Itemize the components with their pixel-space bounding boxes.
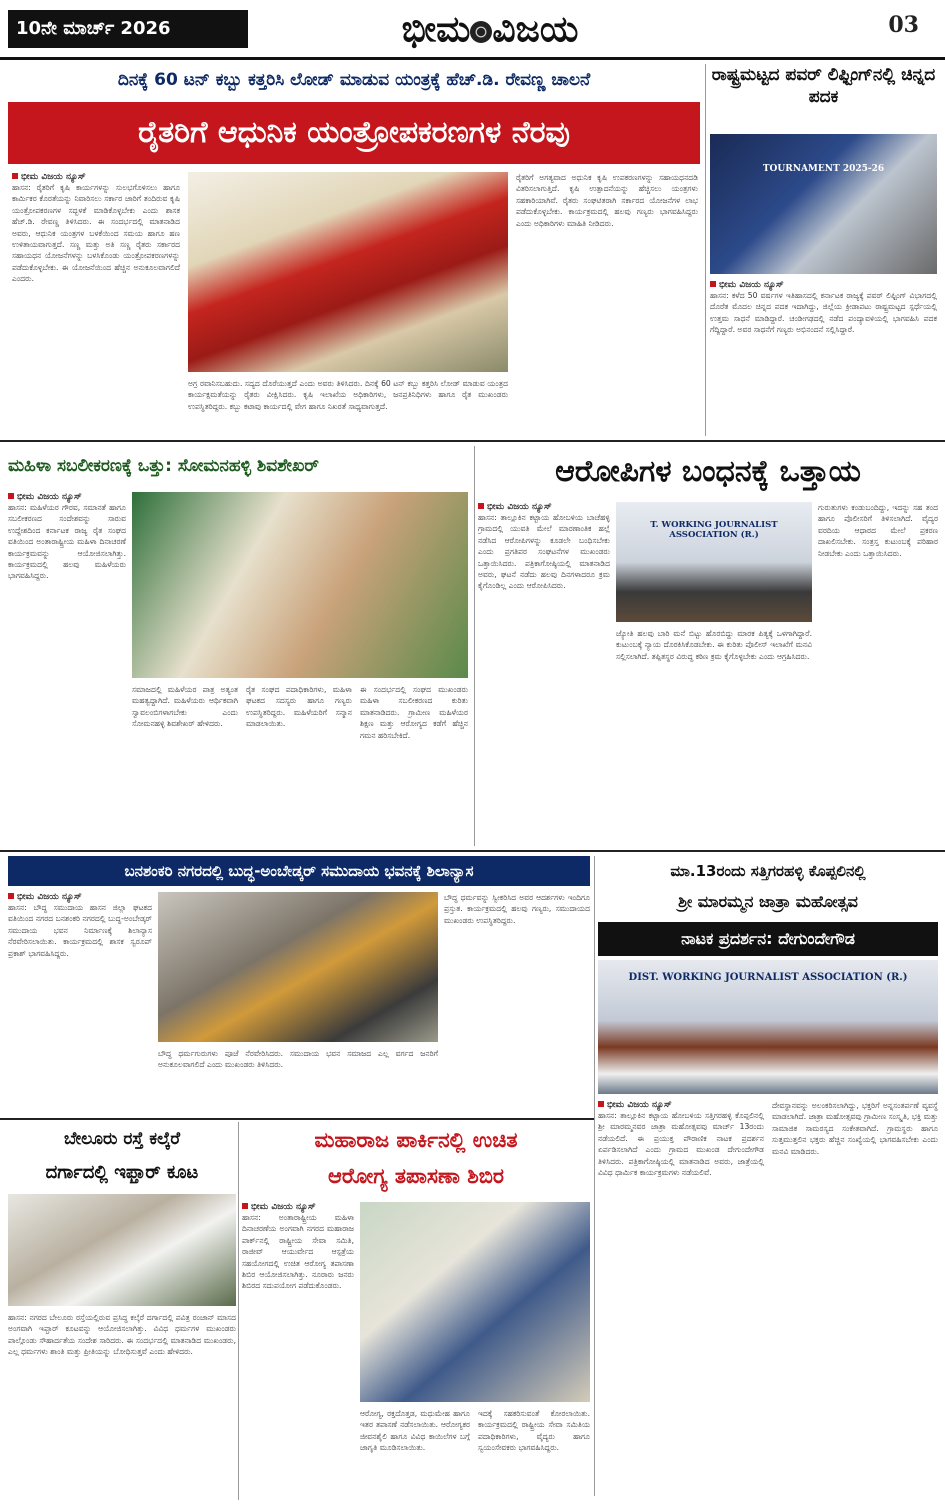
story3-column-4 xyxy=(360,684,468,846)
story6-photo-press-meet xyxy=(598,960,938,1094)
story1-photo-machine xyxy=(188,172,508,372)
story4-text-1: ಹಾಸನ: ತಾಲ್ಲೂಕಿನ ಕಟ್ಟಾಯ ಹೋಬಳಿಯ ಬಾಚೆಹಳ್ಳಿ ಗ್ರಾಮದಲ್ಲಿ ಯುವತಿ ಮೇಲೆ ಮಾರಣಾಂತಿಕ ಹಲ್ಲೆ ನಡೆಸಿದ ಆರೋಪಿಗಳನ್ನು ಕೂಡಲೇ ಬಂಧಿಸಬೇಕು ಎಂದು ಪ್ರಗತಿಪರ ಸಂಘಟನೆಗಳ ಮುಖಂಡರು ಒತ್ತಾಯಿಸಿದರು. ಪತ್ರಿಕಾಗೋಷ್ಠಿಯಲ್ಲಿ ಮಾತನಾಡಿದ ಅವರು, ಘಟನೆ ನಡೆದು ಹಲವು ದಿನಗಳಾದರೂ ಕ್ರಮ ಕೈಗೊಂಡಿಲ್ಲ ಎಂದು ಆರೋಪಿಸಿದರು. xyxy=(478,513,610,591)
story6-banner-text: DIST. WORKING JOURNALIST ASSOCIATION (R.) xyxy=(628,972,908,983)
story7-headline-line2: ದರ್ಗಾದಲ್ಲಿ ಇಫ್ತಾರ್ ಕೂಟ xyxy=(45,1162,199,1183)
story5-text-1: ಹಾಸನ: ಬೌದ್ಧ ಸಮುದಾಯ ಹಾಸನ ಜಿಲ್ಲಾ ಘಟಕದ ವತಿಯಿಂದ ನಗರದ ಬನಶಂಕರಿ ನಗರದಲ್ಲಿ ಬುದ್ಧ-ಅಂಬೇಡ್ಕರ್ ಸಮುದಾಯ ಭವನ ನಿರ್ಮಾಣಕ್ಕೆ ಶಿಲಾನ್ಯಾಸ ನೆರವೇರಿಸಲಾಯಿತು. ಕಾರ್ಯಕ್ರಮದಲ್ಲಿ ಶಾಸಕ ಸ್ವರೂಪ್ ಪ್ರಕಾಶ್ ಭಾಗವಹಿಸಿದ್ದರು. xyxy=(8,903,152,958)
chakra-icon xyxy=(470,21,492,43)
story6-text-1: ಹಾಸನ: ತಾಲ್ಲೂಕಿನ ಕಟ್ಟಾಯ ಹೋಬಳಿಯ ಸತ್ತಿಗರಹಳ್ಳಿ ಕೊಪ್ಪಲಿನಲ್ಲಿ ಶ್ರೀ ಮಾರಮ್ಮನವರ ಜಾತ್ರಾ ಮಹೋತ್ಸವವು ಮಾರ್ಚ್ 13ರಂದು ನಡೆಯಲಿದೆ. ಈ ಪ್ರಯುಕ್ತ ಪೌರಾಣಿಕ ನಾಟಕ ಪ್ರದರ್ಶನ ಏರ್ಪಡಿಸಲಾಗಿದೆ ಎಂದು ಗ್ರಾಮದ ಮುಖಂಡ ದೇಗುಂದೇಗೌಡ ತಿಳಿಸಿದರು. ಪತ್ರಿಕಾಗೋಷ್ಠಿಯಲ್ಲಿ ಮಾತನಾಡಿದ ಅವರು, ಜಾತ್ರೆಯಲ್ಲಿ ವಿವಿಧ ಧಾರ್ಮಿಕ ಕಾರ್ಯಕ್ರಮಗಳು ನಡೆಯಲಿವೆ. xyxy=(598,1111,764,1178)
story6-headline-line2: ಶ್ರೀ ಮಾರಮ್ಮನ ಜಾತ್ರಾ ಮಹೋತ್ಸವ xyxy=(678,892,858,911)
story-buddha-ambedkar-hall xyxy=(8,856,590,1114)
story1-headline: ರೈತರಿಗೆ ಆಧುನಿಕ ಯಂತ್ರೋಪಕರಣಗಳ ನೆರವು xyxy=(8,102,700,164)
story3-column-1 xyxy=(8,492,126,846)
story-women-empowerment xyxy=(8,446,470,846)
story1-column-1 xyxy=(12,172,180,434)
byline-marker-icon xyxy=(598,1101,604,1107)
issue-date: 10ನೇ ಮಾರ್ಚ್ 2026 xyxy=(8,10,248,48)
logo-text-left: ಭೀಮ xyxy=(401,8,471,50)
story5-byline: ಭೀಮ ವಿಜಯ ನ್ಯೂಸ್ xyxy=(8,892,152,902)
story7-text: ಹಾಸನ: ನಗರದ ಬೇಲೂರು ರಸ್ತೆಯಲ್ಲಿರುವ ಪ್ರಸಿದ್ಧ ಕಲ್ಕೆರೆ ದರ್ಗಾದಲ್ಲಿ ಪವಿತ್ರ ರಂಜಾನ್ ಮಾಸದ ಅಂಗವಾಗಿ ಇಫ್ತಾರ್ ಕೂಟವನ್ನು ಆಯೋಜಿಸಲಾಗಿತ್ತು. ವಿವಿಧ ಧರ್ಮಗಳ ಮುಖಂಡರು ಪಾಲ್ಗೊಂಡು ಸೌಹಾರ್ದತೆಯ ಸಂದೇಶ ಸಾರಿದರು. ಈ ಸಂದರ್ಭದಲ್ಲಿ ಮಾತನಾಡಿದ ಮುಖಂಡರು, ಎಲ್ಲ ಧರ್ಮಗಳು ಶಾಂತಿ ಮತ್ತು ಪ್ರೀತಿಯನ್ನು ಬೋಧಿಸುತ್ತವೆ ಎಂದು ಹೇಳಿದರು. xyxy=(8,1313,236,1357)
newspaper-logo xyxy=(370,6,610,52)
story8-text-1: ಹಾಸನ: ಅಂತಾರಾಷ್ಟ್ರೀಯ ಮಹಿಳಾ ದಿನಾಚರಣೆಯ ಅಂಗವಾಗಿ ನಗರದ ಮಹಾರಾಜ ಪಾರ್ಕ್‌ನಲ್ಲಿ ರಾಷ್ಟ್ರೀಯ ಸೇವಾ ಸಮಿತಿ, ರಾಜೀವ್ ಆಯುರ್ವೇದ ಆಸ್ಪತ್ರೆಯ ಸಹಯೋಗದಲ್ಲಿ ಉಚಿತ ಆರೋಗ್ಯ ತಪಾಸಣಾ ಶಿಬಿರ ಆಯೋಜಿಸಲಾಗಿತ್ತು. ನೂರಾರು ಜನರು ಶಿಬಿರದ ಸದುಪಯೋಗ ಪಡೆದುಕೊಂಡರು. xyxy=(242,1213,354,1291)
story4-banner-text: T. WORKING JOURNALIST ASSOCIATION (R.) xyxy=(650,520,778,540)
story2-photo-athlete xyxy=(710,134,937,274)
divider-horizontal xyxy=(0,440,945,442)
story5-text-2: ಬೌದ್ಧ ಧರ್ಮಗುರುಗಳು ಪೂಜೆ ನೆರವೇರಿಸಿದರು. ಸಮುದಾಯ ಭವನ ಸಮಾಜದ ಎಲ್ಲ ವರ್ಗದ ಜನರಿಗೆ ಅನುಕೂಲವಾಗಲಿದೆ ಎಂದು ಮುಖಂಡರು ತಿಳಿಸಿದರು. xyxy=(158,1049,438,1070)
story3-column-2 xyxy=(132,684,238,846)
story4-text-3: ಗುರುತುಗಳು ಕಂಡುಬಂದಿದ್ದು, ಇದನ್ನು ಸಹ ತಂದ ಹಾಗೂ ಪೊಲೀಸರಿಗೆ ತಿಳಿಸಲಾಗಿದೆ. ವೈದ್ಯರ ವರದಿಯ ಆಧಾರದ ಮೇಲೆ ಪ್ರಕರಣ ದಾಖಲಿಸಬೇಕು. ಸಂತ್ರಸ್ತ ಕುಟುಂಬಕ್ಕೆ ಪರಿಹಾರ ನೀಡಬೇಕು ಎಂದು ಒತ್ತಾಯಿಸಿದರು. xyxy=(818,503,938,558)
story5-photo-foundation xyxy=(158,892,438,1042)
story4-byline: ಭೀಮ ವಿಜಯ ನ್ಯೂಸ್ xyxy=(478,502,610,512)
story8-headline-line2: ಆರೋಗ್ಯ ತಪಾಸಣಾ ಶಿಬಿರ xyxy=(328,1164,504,1188)
story6-byline: ಭೀಮ ವಿಜಯ ನ್ಯೂಸ್ xyxy=(598,1100,764,1110)
story-maramma-fair xyxy=(598,856,938,1500)
story6-text-2: ದೇವಸ್ಥಾನವನ್ನು ಅಲಂಕರಿಸಲಾಗಿದ್ದು, ಭಕ್ತರಿಗೆ ಅನ್ನಸಂತರ್ಪಣೆ ವ್ಯವಸ್ಥೆ ಮಾಡಲಾಗಿದೆ. ಜಾತ್ರಾ ಮಹೋತ್ಸವವು ಗ್ರಾಮೀಣ ಸಂಸ್ಕೃತಿ, ಭಕ್ತಿ ಮತ್ತು ಸಾಮಾಜಿಕ ಸಾಮರಸ್ಯದ ಸಂಕೇತವಾಗಿದೆ. ಗ್ರಾಮಸ್ಥರು ಹಾಗೂ ಸುತ್ತಮುತ್ತಲಿನ ಭಕ್ತರು ಹೆಚ್ಚಿನ ಸಂಖ್ಯೆಯಲ್ಲಿ ಭಾಗವಹಿಸಬೇಕು ಎಂದು ಮನವಿ ಮಾಡಿದರು. xyxy=(772,1101,938,1156)
story-health-camp xyxy=(242,1122,590,1500)
story3-photo-event xyxy=(132,492,468,678)
story2-byline: ಭೀಮ ವಿಜಯ ನ್ಯೂಸ್ xyxy=(710,280,937,290)
story8-column-3 xyxy=(478,1408,590,1500)
story1-text-1: ಹಾಸನ: ರೈತರಿಗೆ ಕೃಷಿ ಕಾರ್ಯಗಳನ್ನು ಸುಲಭಗೊಳಿಸಲು ಹಾಗೂ ಕಾರ್ಮಿಕರ ಕೊರತೆಯನ್ನು ನಿವಾರಿಸಲು ಸರ್ಕಾರ ಜಾರಿಗೆ ತಂದಿರುವ ಕೃಷಿ ಯಂತ್ರೋಪಕರಣಗಳ ಸದ್ಬಳಕೆ ಮಾಡಿಕೊಳ್ಳಬೇಕು ಎಂದು ಶಾಸಕ ಹೆಚ್.ಡಿ. ರೇವಣ್ಣ ತಿಳಿಸಿದರು. ಈ ಸಂದರ್ಭದಲ್ಲಿ ಮಾತನಾಡಿದ ಅವರು, ಆಧುನಿಕ ಯಂತ್ರಗಳ ಬಳಕೆಯಿಂದ ಸಮಯ ಹಾಗೂ ಹಣ ಉಳಿತಾಯವಾಗುತ್ತದೆ. ಸಣ್ಣ ಮತ್ತು ಅತಿ ಸಣ್ಣ ರೈತರು ಸರ್ಕಾರದ ಸಹಾಯಧನ ಯೋಜನೆಗಳನ್ನು ಬಳಸಿಕೊಂಡು ಯಂತ್ರೋಪಕರಣಗಳನ್ನು ಪಡೆದುಕೊಳ್ಳಬೇಕು. ಈ ಯೋಜನೆಯಿಂದ ಹೆಚ್ಚಿನ ಅನುಕೂಲವಾಗಲಿದೆ ಎಂದರು. xyxy=(12,183,180,284)
story8-column-2 xyxy=(360,1408,470,1500)
byline-marker-icon xyxy=(710,281,716,287)
story8-photo-health-camp xyxy=(360,1202,590,1402)
story5-text-3: ಬೌದ್ಧ ಧರ್ಮವನ್ನು ಸ್ವೀಕರಿಸಿದ ಅವರ ಆದರ್ಶಗಳು ಇಂದಿಗೂ ಪ್ರಸ್ತುತ. ಕಾರ್ಯಕ್ರಮದಲ್ಲಿ ಹಲವು ಗಣ್ಯರು, ಸಮುದಾಯದ ಮುಖಂಡರು ಉಪಸ್ಥಿತರಿದ್ದರು. xyxy=(444,893,590,925)
story7-headline-line1: ಬೇಲೂರು ರಸ್ತೆ ಕಲ್ಕೆರೆ xyxy=(63,1129,181,1149)
story7-column xyxy=(8,1312,236,1500)
story8-column-1 xyxy=(242,1202,354,1500)
story-powerlifting xyxy=(710,64,937,436)
story8-byline: ಭೀಮ ವಿಜಯ ನ್ಯೂಸ್ xyxy=(242,1202,354,1212)
story4-headline: ಆರೋಪಿಗಳ ಬಂಧನಕ್ಕೆ ಒತ್ತಾಯ xyxy=(555,454,861,489)
story1-column-3 xyxy=(516,172,698,434)
story1-column-2 xyxy=(188,378,508,434)
story7-photo-iftar xyxy=(8,1194,236,1306)
story1-text-3: ರೈತರಿಗೆ ಅಗತ್ಯವಾದ ಅಧುನಿಕ ಕೃಷಿ ಉಪಕರಣಗಳನ್ನು ಸಹಾಯಧನದಡಿ ವಿತರಿಸಲಾಗುತ್ತಿದೆ. ಕೃಷಿ ಉತ್ಪಾದನೆಯನ್ನು ಹೆಚ್ಚಿಸಲು ಯಂತ್ರಗಳು ಸಹಕಾರಿಯಾಗಿವೆ. ರೈತರು ಸಂಘಟಿತರಾಗಿ ಸರ್ಕಾರದ ಯೋಜನೆಗಳ ಲಾಭ ಪಡೆದುಕೊಳ್ಳಬೇಕು. ಕಾರ್ಯಕ್ರಮದಲ್ಲಿ ಹಲವು ಗಣ್ಯರು ಭಾಗವಹಿಸಿದ್ದರು ಎಂದು ಅಧಿಕಾರಿಗಳು ಮಾಹಿತಿ ನೀಡಿದರು. xyxy=(516,173,698,228)
story1-kicker: ದಿನಕ್ಕೆ 60 ಟನ್ ಕಬ್ಬು ಕತ್ತರಿಸಿ ಲೋಡ್ ಮಾಡುವ ಯಂತ್ರಕ್ಕೆ ಹೆಚ್.ಡಿ. ರೇವಣ್ಣ ಚಾಲನೆ xyxy=(117,70,591,90)
story4-column-3 xyxy=(818,502,938,846)
story6-column-2 xyxy=(772,1100,938,1500)
story3-headline: ಮಹಿಳಾ ಸಬಲೀಕರಣಕ್ಕೆ ಒತ್ತು: ಸೋಮನಹಳ್ಳಿ ಶಿವಶೇಖರ್ xyxy=(8,456,319,476)
story-iftar xyxy=(8,1122,236,1500)
byline-marker-icon xyxy=(8,893,14,899)
divider-vertical xyxy=(238,1122,239,1500)
byline-marker-icon xyxy=(8,493,14,499)
story3-text-4: ಈ ಸಂದರ್ಭದಲ್ಲಿ ಸಂಘದ ಮುಖಂಡರು ಮಹಿಳಾ ಸಬಲೀಕರಣದ ಕುರಿತು ಮಾತನಾಡಿದರು. ಗ್ರಾಮೀಣ ಮಹಿಳೆಯರ ಶಿಕ್ಷಣ ಮತ್ತು ಆರೋಗ್ಯದ ಕಡೆಗೆ ಹೆಚ್ಚಿನ ಗಮನ ಹರಿಸಬೇಕಿದೆ. xyxy=(360,685,468,740)
divider-horizontal xyxy=(0,850,945,852)
story-demand-arrest xyxy=(478,446,938,846)
divider-vertical xyxy=(594,856,595,1496)
story4-column-2 xyxy=(616,628,812,846)
byline-marker-icon xyxy=(478,503,484,509)
story8-text-2: ಆರೋಗ್ಯ, ರಕ್ತದೊತ್ತಡ, ಮಧುಮೇಹ ಹಾಗೂ ಇತರ ತಪಾಸಣೆ ನಡೆಸಲಾಯಿತು. ಆರೋಗ್ಯಕರ ಜೀವನಶೈಲಿ ಹಾಗೂ ವಿವಿಧ ಕಾಯಿಲೆಗಳ ಬಗ್ಗೆ ಜಾಗೃತಿ ಮೂಡಿಸಲಾಯಿತು. xyxy=(360,1409,470,1453)
story8-headline-line1: ಮಹಾರಾಜ ಪಾರ್ಕಿನಲ್ಲಿ ಉಚಿತ xyxy=(314,1128,518,1152)
divider-horizontal xyxy=(0,1118,594,1120)
story1-text-2: ಅಗ್ರ ರವಾನಿಸಬಹುದು. ಸದ್ಯದ ದೊರೆಯುತ್ತದೆ ಎಂದು ಅವರು ತಿಳಿಸಿದರು. ದಿನಕ್ಕೆ 60 ಟನ್ ಕಬ್ಬು ಕತ್ತರಿಸಿ ಲೋಡ್ ಮಾಡುವ ಯಂತ್ರದ ಕಾರ್ಯಕ್ಷಮತೆಯನ್ನು ರೈತರು ವೀಕ್ಷಿಸಿದರು. ಕೃಷಿ ಇಲಾಖೆಯ ಅಧಿಕಾರಿಗಳು, ಜನಪ್ರತಿನಿಧಿಗಳು ಹಾಗೂ ರೈತ ಮುಖಂಡರು ಉಪಸ್ಥಿತರಿದ್ದರು. ಕಬ್ಬು ಕಟಾವು ಕಾರ್ಯದಲ್ಲಿ ವೇಗ ಹಾಗೂ ನಿಖರತೆ ಸಾಧ್ಯವಾಗುತ್ತದೆ. xyxy=(188,379,508,411)
story3-byline: ಭೀಮ ವಿಜಯ ನ್ಯೂಸ್ xyxy=(8,492,126,502)
story2-headline: ರಾಷ್ಟ್ರಮಟ್ಟದ ಪವರ್ ಲಿಫ್ಟಿಂಗ್‌ನಲ್ಲಿ ಚಿನ್ನದ ಪದಕ xyxy=(711,65,936,107)
story8-text-3: ಇದಕ್ಕೆ ಸಹಕರಿಸುವಂತೆ ಕೋರಲಾಯಿತು. ಕಾರ್ಯಕ್ರಮದಲ್ಲಿ ರಾಷ್ಟ್ರೀಯ ಸೇವಾ ಸಮಿತಿಯ ಪದಾಧಿಕಾರಿಗಳು, ವೈದ್ಯರು ಹಾಗೂ ಸ್ವಯಂಸೇವಕರು ಭಾಗವಹಿಸಿದ್ದರು. xyxy=(478,1409,590,1453)
story5-column-2 xyxy=(158,1048,438,1114)
story5-column-1 xyxy=(8,892,152,1114)
masthead xyxy=(0,0,945,60)
story5-headline: ಬನಶಂಕರಿ ನಗರದಲ್ಲಿ ಬುದ್ಧ-ಅಂಬೇಡ್ಕರ್ ಸಮುದಾಯ ಭವನಕ್ಕೆ ಶಿಲಾನ್ಯಾಸ xyxy=(8,856,590,886)
story6-headline-line1: ಮಾ.13ರಂದು ಸತ್ತಿಗರಹಳ್ಳಿ ಕೊಪ್ಪಲಿನಲ್ಲಿ xyxy=(670,862,866,880)
divider-vertical xyxy=(705,64,706,436)
story1-byline: ಭೀಮ ವಿಜಯ ನ್ಯೂಸ್ xyxy=(12,172,180,182)
divider-vertical xyxy=(474,446,475,846)
story4-text-2: ಜ್ಯೋತಿ ಹಲವು ಬಾರಿ ಮನೆ ಬಿಟ್ಟು ಹೊರಬಿದ್ದು ಮಾರಕ ಪಿತ್ಯಕ್ಕೆ ಒಳಗಾಗಿದ್ದಾರೆ. ಕುಟುಂಬಕ್ಕೆ ನ್ಯಾಯ ದೊರಕಿಸಿಕೊಡಬೇಕು. ಈ ಕುರಿತು ಪೊಲೀಸ್ ಇಲಾಖೆಗೆ ಮನವಿ ಸಲ್ಲಿಸಲಾಗಿದೆ. ತಪ್ಪಿತಸ್ಥರ ವಿರುದ್ಧ ಕಠಿಣ ಕ್ರಮ ಕೈಗೊಳ್ಳಬೇಕು ಎಂದು ಆಗ್ರಹಿಸಿದರು. xyxy=(616,629,812,661)
logo-text-right: ವಿಜಯ xyxy=(492,8,579,50)
story3-text-1: ಹಾಸನ: ಮಹಿಳೆಯರ ಗೌರವ, ಸಮಾನತೆ ಹಾಗೂ ಸಬಲೀಕರಣದ ಸಂದೇಶವನ್ನು ಸಾರುವ ಉದ್ದೇಶದಿಂದ ಕರ್ನಾಟಕ ರಾಜ್ಯ ರೈತ ಸಂಘದ ವತಿಯಿಂದ ಅಂತಾರಾಷ್ಟ್ರೀಯ ಮಹಿಳಾ ದಿನಾಚರಣೆ ಕಾರ್ಯಕ್ರಮವನ್ನು ಆಯೋಜಿಸಲಾಗಿತ್ತು. ಕಾರ್ಯಕ್ರಮದಲ್ಲಿ ಹಲವು ಮಹಿಳೆಯರು ಭಾಗವಹಿಸಿದ್ದರು. xyxy=(8,503,126,581)
story2-column xyxy=(710,280,937,436)
story2-text: ಹಾಸನ: ಕಳೆದ 50 ವರ್ಷಗಳ ಇತಿಹಾಸದಲ್ಲಿ ಕರ್ನಾಟಕ ರಾಜ್ಯಕ್ಕೆ ಪವರ್ ಲಿಫ್ಟಿಂಗ್ ವಿಭಾಗದಲ್ಲಿ ದೊರೆತ ಮೊದಲ ಚಿನ್ನದ ಪದಕ ಇದಾಗಿದ್ದು, ಜಿಲ್ಲೆಯ ಕ್ರೀಡಾಪಟು ರಾಷ್ಟ್ರಮಟ್ಟದ ಸ್ಪರ್ಧೆಯಲ್ಲಿ ಉತ್ತಮ ಸಾಧನೆ ಮಾಡಿದ್ದಾರೆ. ಚಂಡೀಗಢದಲ್ಲಿ ನಡೆದ ಪಂದ್ಯಾವಳಿಯಲ್ಲಿ ಭಾಗವಹಿಸಿ ಪದಕ ಗೆದ್ದಿದ್ದಾರೆ. ಅವರ ಸಾಧನೆಗೆ ಗಣ್ಯರು ಅಭಿನಂದನೆ ಸಲ್ಲಿಸಿದ್ದಾರೆ. xyxy=(710,291,937,335)
story-farmers-machinery xyxy=(8,64,700,436)
story3-text-2: ಸಮಾಜದಲ್ಲಿ ಮಹಿಳೆಯರ ಪಾತ್ರ ಅತ್ಯಂತ ಮಹತ್ವದ್ದಾಗಿದೆ. ಮಹಿಳೆಯರು ಆರ್ಥಿಕವಾಗಿ ಸ್ವಾವಲಂಬಿಗಳಾಗಬೇಕು ಎಂದು ಸೋಮನಹಳ್ಳಿ ಶಿವಶೇಖರ್ ಹೇಳಿದರು. xyxy=(132,685,238,729)
byline-marker-icon xyxy=(242,1203,248,1209)
story4-photo-press-meet xyxy=(616,502,812,622)
story3-text-3: ರೈತ ಸಂಘದ ಪದಾಧಿಕಾರಿಗಳು, ಮಹಿಳಾ ಘಟಕದ ಸದಸ್ಯರು ಹಾಗೂ ಗಣ್ಯರು ಉಪಸ್ಥಿತರಿದ್ದರು. ಮಹಿಳೆಯರಿಗೆ ಸನ್ಮಾನ ಮಾಡಲಾಯಿತು. xyxy=(246,685,352,729)
story6-column-1 xyxy=(598,1100,764,1500)
story3-column-3 xyxy=(246,684,352,846)
page-number: 03 xyxy=(888,12,919,38)
story5-column-3 xyxy=(444,892,590,1114)
story4-column-1 xyxy=(478,502,610,846)
story2-banner-text: TOURNAMENT 2025-26 xyxy=(762,164,885,174)
byline-marker-icon xyxy=(12,173,18,179)
story6-subheadline: ನಾಟಕ ಪ್ರದರ್ಶನ: ದೇಗುಂದೇಗೌಡ xyxy=(598,922,938,956)
